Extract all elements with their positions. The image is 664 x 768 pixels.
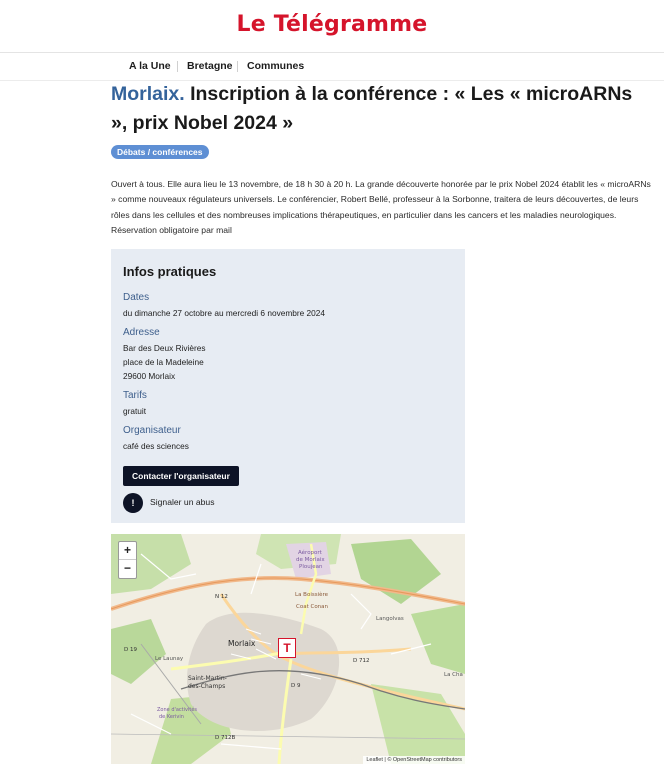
site-logo[interactable]: Le Télégramme [236,12,428,37]
map-label-de-kerivin: de Kerivin [159,714,184,720]
location-map[interactable] [111,534,465,764]
map-label-n12: N 12 [215,594,228,600]
article-title [111,80,651,138]
map-label-la-cha: La Cha [444,672,463,678]
map-label-d19: D 19 [124,647,137,653]
map-label-langolvas: Langolvas [376,616,404,622]
nav-item-a-la-une[interactable]: A la Une [129,60,171,72]
article-description: Ouvert à tous. Elle aura lieu le 13 novembre, de 18 h 30 à 20 h. La grande découverte honorée par le prix Nobel 2024 établit les « microARNs » comme nouveaux régulateurs universels. Le conférencier, Robert Bellé, professeur à la Sorbonne, traitera de leurs découvertes, de leurs rôles dans les cellules et des nombreuses implications thérapeutiques, en particulier dans les cancers et les maladies neurologiques. Réservation obligatoire par mail [111,179,651,235]
dates-value: du dimanche 27 octobre au mercredi 6 novembre 2024 [123,308,326,318]
address-line-3: 29600 Morlaix [123,371,176,381]
report-abuse-link[interactable]: Signaler un abus [150,497,215,507]
zoom-control [118,541,137,579]
infos-title: Infos pratiques [123,264,217,279]
map-label-zone-activites: Zone d'activités [157,707,198,713]
nav-item-communes[interactable]: Communes [247,60,305,72]
main-nav [0,53,664,81]
map-label-d9: D 9 [291,683,301,689]
dates-label: Dates [123,292,150,303]
address-line-1: Bar des Deux Rivières [123,343,206,353]
zoom-in-button[interactable]: + [119,542,136,560]
map-label-d712b: D 712B [215,735,236,741]
map-label-d712-east: D 712 [353,658,370,664]
infos-pratiques-box [111,249,465,523]
tarifs-label: Tarifs [123,390,147,401]
map-attribution[interactable]: Leaflet | © OpenStreetMap contributors [363,756,465,764]
nav-separator [177,61,178,72]
nav-separator [237,61,238,72]
organizer-value: café des sciences [123,441,189,451]
zoom-out-button[interactable]: − [123,561,131,575]
map-label-aeroport: Aéroport [298,550,322,556]
nav-item-bretagne[interactable]: Bretagne [187,60,233,72]
map-label-de-morlaix: de Morlaix [296,557,325,563]
address-label: Adresse [123,327,160,338]
map-label-saint-martin: Saint-Martin- [188,675,227,682]
map-marker-icon[interactable]: T [278,638,296,658]
map-label-la-boissiere: La Boissière [295,592,329,598]
category-tag[interactable]: Débats / conférences [111,145,209,159]
map-label-coat-conan: Coat Conan [296,604,329,610]
article-city[interactable]: Morlaix. [111,83,185,105]
address-line-2: place de la Madeleine [123,357,204,367]
map-label-ploujean: Ploujean [299,564,323,570]
map-label-des-champs: des-Champs [188,683,226,690]
organizer-label: Organisateur [123,425,181,436]
article-title-text: Inscription à la conférence : « Les « microARNs », prix Nobel 2024 » [111,83,633,134]
alert-icon[interactable]: ! [123,493,143,513]
site-header [0,0,664,53]
map-label-le-launay: Le Launay [155,656,184,662]
map-label-morlaix: Morlaix [228,639,256,648]
tarifs-value: gratuit [123,406,147,416]
contact-organizer-button[interactable]: Contacter l'organisateur [123,466,239,486]
